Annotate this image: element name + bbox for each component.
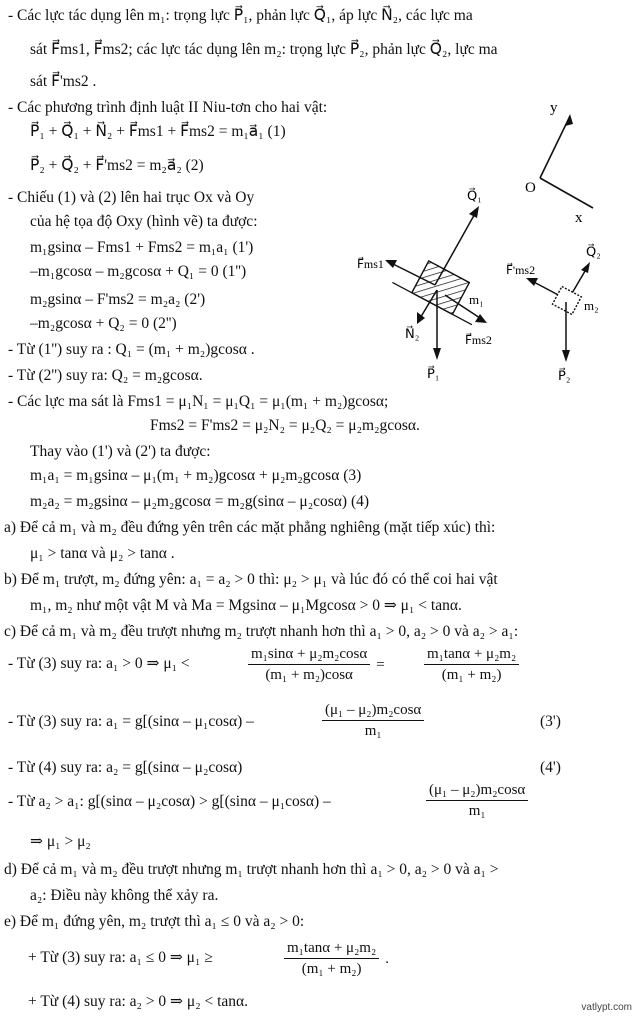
fraction-suffix: . [385, 950, 389, 967]
equation-tag-2: (4') [540, 759, 561, 776]
fraction-2 [424, 646, 525, 684]
text-line-6: P⃗₂ + Q⃗₂ + F⃗'ms2 = m₂a⃗₂ (2) [30, 157, 204, 174]
fraction-1 [248, 646, 385, 684]
fraction-4 [426, 782, 534, 820]
fraction-suffix: = [376, 656, 385, 673]
text-line-9: m₁gsinα – Fms1 + Fms2 = m₁a₁ (1') [30, 239, 254, 256]
text-line-25: - Từ (3) suy ra: a₁ > 0 ⇒ μ₁ < [8, 655, 190, 672]
fraction-denominator: m₁ [364, 723, 382, 739]
fms1-arrowhead [385, 260, 397, 268]
text-line-31: a₂: Điều này không thể xảy ra. [30, 887, 219, 904]
text-line-30: d) Để cả m₁ và m₂ đều trượt nhưng m₁ trượt nhanh hơn thì a₁ > 0, a₂ > 0 và a₁ > [4, 861, 499, 878]
q2-label: Q⃗₂ [586, 244, 601, 259]
y-axis-arrow [565, 114, 573, 126]
x-axis [540, 178, 593, 208]
block-m1-figure [355, 180, 505, 390]
fraction-3 [322, 702, 430, 740]
text-line-18: m₁a₁ = m₁gsinα – μ₁(m₁ + m₂)gcosα + μ₂m₂gcosα (3) [30, 467, 362, 484]
text-line-24: c) Để cả m₁ và m₂ đều trượt nhưng m₂ trượt nhanh hơn thì a₁ > 0, a₂ > 0 và a₂ > a₁: [4, 623, 519, 640]
text-line-12: –m₂gcosα + Q₂ = 0 (2'') [30, 315, 177, 332]
text-line-20: a) Để cả m₁ và m₂ đều đứng yên trên các mặt phẳng nghiêng (mặt tiếp xúc) thì: [4, 519, 496, 536]
p1-arrowhead [433, 348, 441, 360]
text-line-17: Thay vào (1') và (2') ta được: [30, 443, 211, 460]
text-line-11: m₂gsinα – F'ms2 = m₂a₂ (2') [30, 291, 206, 308]
q1-arrowhead [469, 206, 479, 218]
m1-label: m₁ [469, 292, 484, 307]
equation-tag-1: (3') [540, 713, 561, 730]
y-axis-label: y [550, 100, 558, 116]
origin-label: O [525, 180, 536, 196]
text-line-21: μ₁ > tanα và μ₂ > tanα . [30, 545, 175, 562]
text-line-22: b) Để m₁ trượt, m₂ đứng yên: a₁ = a₂ > 0 thì: μ₂ > μ₁ và lúc đó có thể coi hai vật [4, 571, 498, 588]
coordinate-axes-figure [505, 92, 625, 232]
fpms2-arrowhead [526, 278, 538, 286]
watermark: vatlypt.com [581, 1002, 632, 1013]
fraction-5 [284, 940, 389, 978]
text-line-14: - Từ (2'') suy ra: Q₂ = m₂gcosα. [8, 367, 203, 384]
p2-label: P⃗₂ [558, 368, 571, 383]
p1-label: P⃗₁ [427, 366, 440, 381]
text-line-29: ⇒ μ₁ > μ₂ [30, 833, 91, 850]
fraction-denominator: (m₁ + m₂) [301, 961, 362, 977]
fms2-label: F⃗ms2 [465, 333, 492, 347]
n2-arrowhead [417, 312, 425, 324]
text-line-23: m₁, m₂ như một vật M và Ma = Mgsinα – μ₁Mgcosα > 0 ⇒ μ₁ < tanα. [30, 597, 462, 614]
text-line-8: của hệ tọa độ Oxy (hình vẽ) ta được: [30, 213, 258, 230]
text-line-33: + Từ (3) suy ra: a₁ ≤ 0 ⇒ μ₁ ≥ [28, 949, 213, 966]
p2-arrowhead [562, 350, 570, 362]
block-m2 [552, 286, 581, 314]
fraction-numerator: (μ₁ – μ₂)m₂cosα [322, 702, 424, 721]
q1-label: Q⃗₁ [467, 188, 482, 203]
fraction-numerator: m₁sinα + μ₂m₂cosα [248, 646, 370, 665]
text-line-28: - Từ a₂ > a₁: g[(sinα – μ₂cosα) > g[(sinα – μ₁cosα) – [8, 793, 331, 810]
fms1-label: F⃗ms1 [357, 257, 384, 271]
m2-label: m₂ [584, 298, 599, 313]
fpms2-label: F⃗'ms2 [506, 263, 536, 277]
text-line-1: - Các lực tác dụng lên m₁: trọng lực P⃗₁, phản lực Q⃗₁, áp lực N⃗₂, các lực ma [8, 7, 473, 24]
block-m1 [412, 261, 470, 314]
text-line-7: - Chiếu (1) và (2) lên hai trục Ox và Oy [8, 189, 255, 206]
text-line-3: sát F⃗'ms2 . [30, 73, 97, 90]
text-line-27: - Từ (4) suy ra: a₂ = g[(sinα – μ₂cosα) [8, 759, 243, 776]
text-line-26: - Từ (3) suy ra: a₁ = g[(sinα – μ₁cosα) – [8, 713, 254, 730]
text-line-32: e) Để m₁ đứng yên, m₂ trượt thì a₁ ≤ 0 và a₂ > 0: [4, 913, 305, 930]
block-m2-figure [500, 238, 630, 388]
text-line-10: –m₁gcosα – m₂gcosα + Q₁ = 0 (1'') [30, 263, 247, 280]
fraction-numerator: m₁tanα + μ₂m₂ [424, 646, 519, 665]
fraction-numerator: (μ₁ – μ₂)m₂cosα [426, 782, 528, 801]
fraction-denominator: (m₁ + m₂)cosα [265, 667, 353, 683]
text-line-19: m₂a₂ = m₂gsinα – μ₂m₂gcosα = m₂g(sinα – μ₂cosα) (4) [30, 493, 370, 510]
text-line-13: - Từ (1'') suy ra : Q₁ = (m₁ + m₂)gcosα . [8, 341, 255, 358]
text-line-15: - Các lực ma sát là Fms1 = μ₁N₁ = μ₁Q₁ = μ₁(m₁ + m₂)gcosα; [8, 393, 389, 410]
x-axis-label: x [575, 210, 583, 226]
text-line-4: - Các phương trình định luật II Niu-tơn cho hai vật: [8, 99, 328, 116]
fraction-denominator: (m₁ + m₂) [441, 667, 502, 683]
text-line-2: sát F⃗ms1, F⃗ms2; các lực tác dụng lên m₂: trọng lực P⃗₂, phản lực Q⃗₂, lực ma [30, 41, 498, 58]
q2-arrowhead [581, 262, 590, 273]
text-line-34: + Từ (4) suy ra: a₂ > 0 ⇒ μ₂ < tanα. [28, 993, 249, 1010]
fraction-denominator: m₁ [468, 803, 486, 819]
fraction-numerator: m₁tanα + μ₂m₂ [284, 940, 379, 959]
text-line-5: P⃗₁ + Q⃗₁ + N⃗₂ + F⃗ms1 + F⃗ms2 = m₁a⃗₁ (1) [30, 123, 286, 140]
n2-label: N⃗₂ [405, 326, 420, 341]
text-line-16: Fms2 = F'ms2 = μ₂N₂ = μ₂Q₂ = μ₂m₂gcosα. [150, 417, 420, 434]
